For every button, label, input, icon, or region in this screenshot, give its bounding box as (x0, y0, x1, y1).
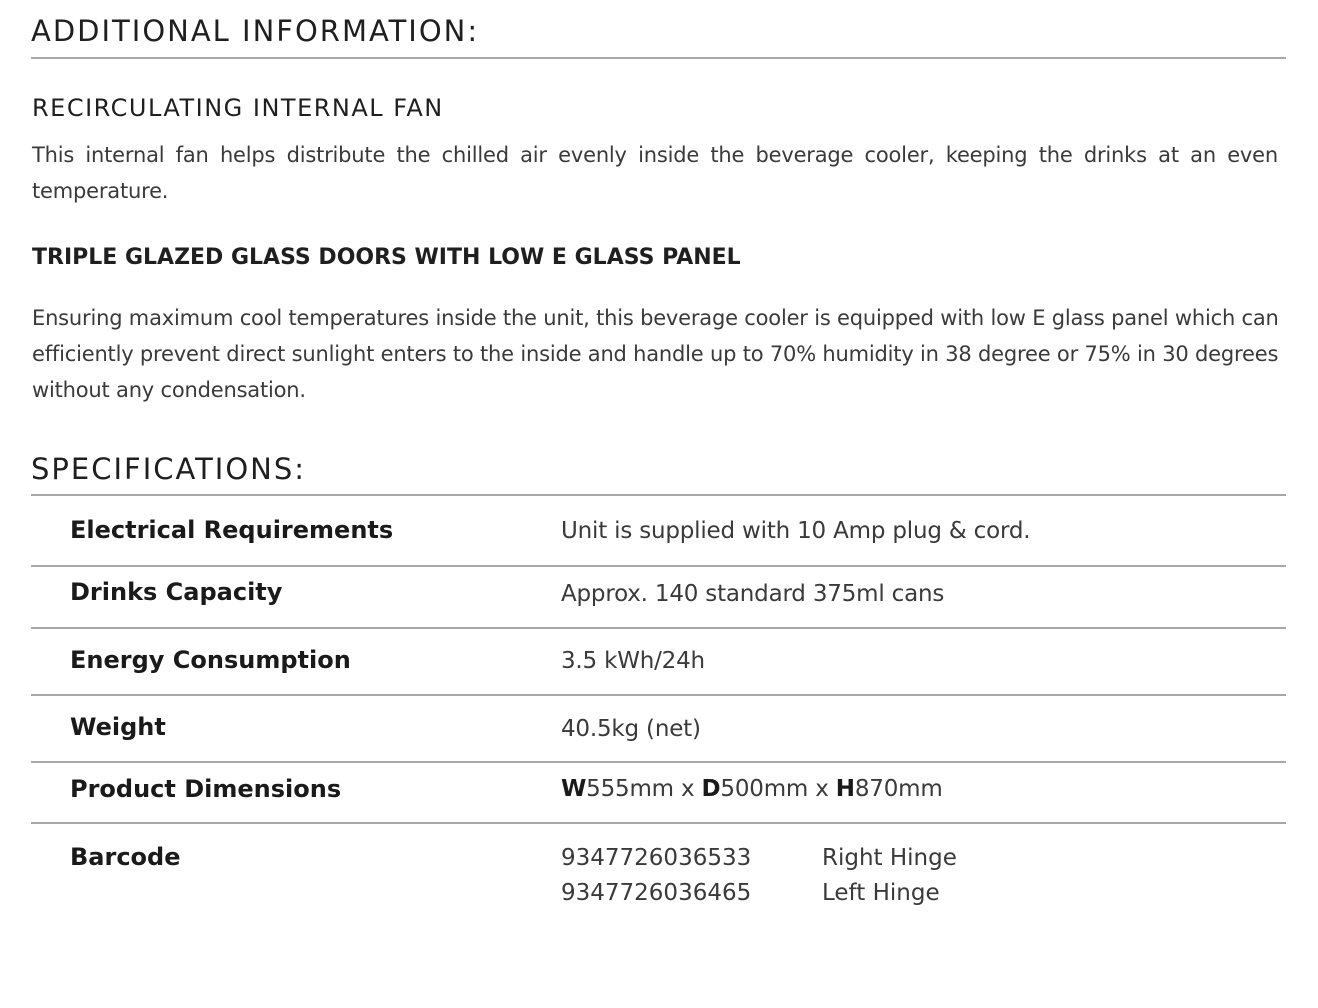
dimension-width-value: 555mm x (586, 776, 702, 802)
spec-row-electrical (31, 495, 1286, 565)
spec-label-dimensions: Product Dimensions (70, 775, 342, 803)
spec-label-capacity: Drinks Capacity (70, 578, 283, 606)
barcode-hinge: Left Hinge (822, 880, 940, 906)
spec-value-weight: 40.5kg (net) (561, 716, 701, 742)
barcode-code: 9347726036533 (561, 845, 752, 871)
spec-label-weight: Weight (70, 713, 166, 741)
spec-row-weight (31, 695, 1286, 761)
dimension-height-letter: H (835, 776, 855, 802)
spec-value-electrical: Unit is supplied with 10 Amp plug & cord. (561, 518, 1031, 544)
spec-row-capacity (31, 566, 1286, 627)
hinge-list (822, 841, 957, 911)
dimension-width-letter: W (561, 776, 587, 802)
additional-info-rule (31, 57, 1286, 59)
barcode-list (561, 841, 751, 911)
spec-label-energy: Energy Consumption (70, 646, 351, 674)
dimension-depth-value: 500mm x (720, 776, 836, 802)
spec-label-barcode: Barcode (70, 843, 181, 871)
barcode-hinge: Right Hinge (822, 845, 957, 871)
spec-row-barcode (31, 823, 1286, 923)
additional-info-heading: ADDITIONAL INFORMATION: (31, 14, 480, 48)
spec-value-energy: 3.5 kWh/24h (561, 648, 705, 674)
glass-feature-title: TRIPLE GLAZED GLASS DOORS WITH LOW E GLASS PANEL (32, 245, 741, 270)
barcode-code: 9347726036465 (561, 880, 752, 906)
fan-feature-title: RECIRCULATING INTERNAL FAN (32, 94, 444, 122)
dimension-depth-letter: D (701, 776, 721, 802)
spec-label-electrical: Electrical Requirements (70, 516, 394, 544)
glass-feature-text: Ensuring maximum cool temperatures inside the unit, this beverage cooler is equipped with low E glass panel which can efficiently prevent direct sunlight enters to the inside and handle up to 70% humidity in 38 degree or 75% in 30 degrees without any condensation. (32, 306, 1279, 402)
dimension-height-value: 870mm (854, 776, 943, 802)
spec-row-dimensions (31, 762, 1286, 822)
spec-row-energy (31, 628, 1286, 694)
spec-value-dimensions (561, 776, 943, 802)
specifications-heading: SPECIFICATIONS: (31, 452, 307, 486)
fan-feature-text: This internal fan helps distribute the chilled air evenly inside the beverage cooler, keeping the drinks at an even temperature. (32, 143, 1278, 203)
spec-value-capacity: Approx. 140 standard 375ml cans (561, 581, 945, 607)
